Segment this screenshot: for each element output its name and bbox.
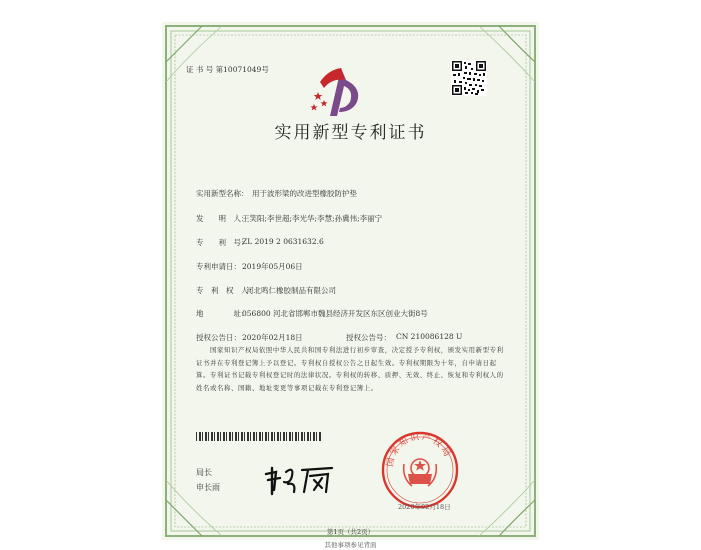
- field-value-name: 用于波形梁的改进型橡胶防护垫: [252, 189, 357, 198]
- field-value-inventor: 王笑阳;李世超;李光华;李慧;孙冀伟;李丽宁: [242, 214, 383, 223]
- seal-text: 国家知识产权局: [385, 432, 453, 468]
- footer-note: 其他事项参见背面: [324, 541, 377, 549]
- certificate-statement: 国家知识产权局依照中华人民共和国专利法进行初步审查，决定授予专利权，颁发实用新型专利证书并在专利登记簿上予以登记。专利权自授权公告之日起生效。专利权期限为十年，自申请日起算。专利证书记载专利权登记时的法律状况。专利权的转移、质押、无效、终止、恢复和专利权人的姓名或名称、国籍、地址变更等事项记载在专利登记簿上。: [196, 346, 504, 392]
- director-name: 申长雨: [196, 483, 220, 492]
- seal-date: 2020年02月18日: [398, 503, 451, 511]
- cnipa-logo-icon: [310, 64, 370, 120]
- barcode: [196, 432, 322, 441]
- certificate-number: 证 书 号 第10071049号: [186, 65, 269, 74]
- field-value-grant-number: CN 210086128 U: [396, 332, 463, 341]
- official-seal-icon: [380, 430, 460, 510]
- field-value-patentee: 河北鸣仁橡胶制品有限公司: [246, 286, 336, 295]
- page-number: 第1页（共2页）: [326, 528, 375, 536]
- page-title: 实用新型专利证书: [274, 123, 427, 143]
- svg-text:国家知识产权局: [385, 430, 454, 467]
- patent-certificate: [162, 22, 539, 540]
- qr-code-icon: [451, 60, 487, 96]
- field-label-patentee: 专 利 权 人：: [196, 286, 256, 295]
- field-label-address: 地 址：: [196, 309, 249, 318]
- field-value-address: 056800 河北省邯郸市魏县经济开发区东区创业大街8号: [242, 309, 428, 318]
- field-label-inventor: 发 明 人：: [196, 214, 249, 223]
- field-value-patent-number: ZL 2019 2 0631632.6: [242, 237, 324, 246]
- director-title: 局长: [196, 468, 212, 477]
- field-value-grant-date: 2020年02月18日: [242, 333, 303, 342]
- director-signature: [262, 462, 342, 498]
- field-label-filing-date: 专利申请日：: [196, 262, 241, 271]
- field-label-grant-date: 授权公告日：: [196, 333, 241, 342]
- field-value-filing-date: 2019年05月06日: [242, 262, 303, 271]
- field-label-patent-number: 专 利 号：: [196, 238, 249, 247]
- field-label-grant-number: 授权公告号：: [346, 333, 391, 342]
- field-label-name: 实用新型名称：: [196, 189, 249, 198]
